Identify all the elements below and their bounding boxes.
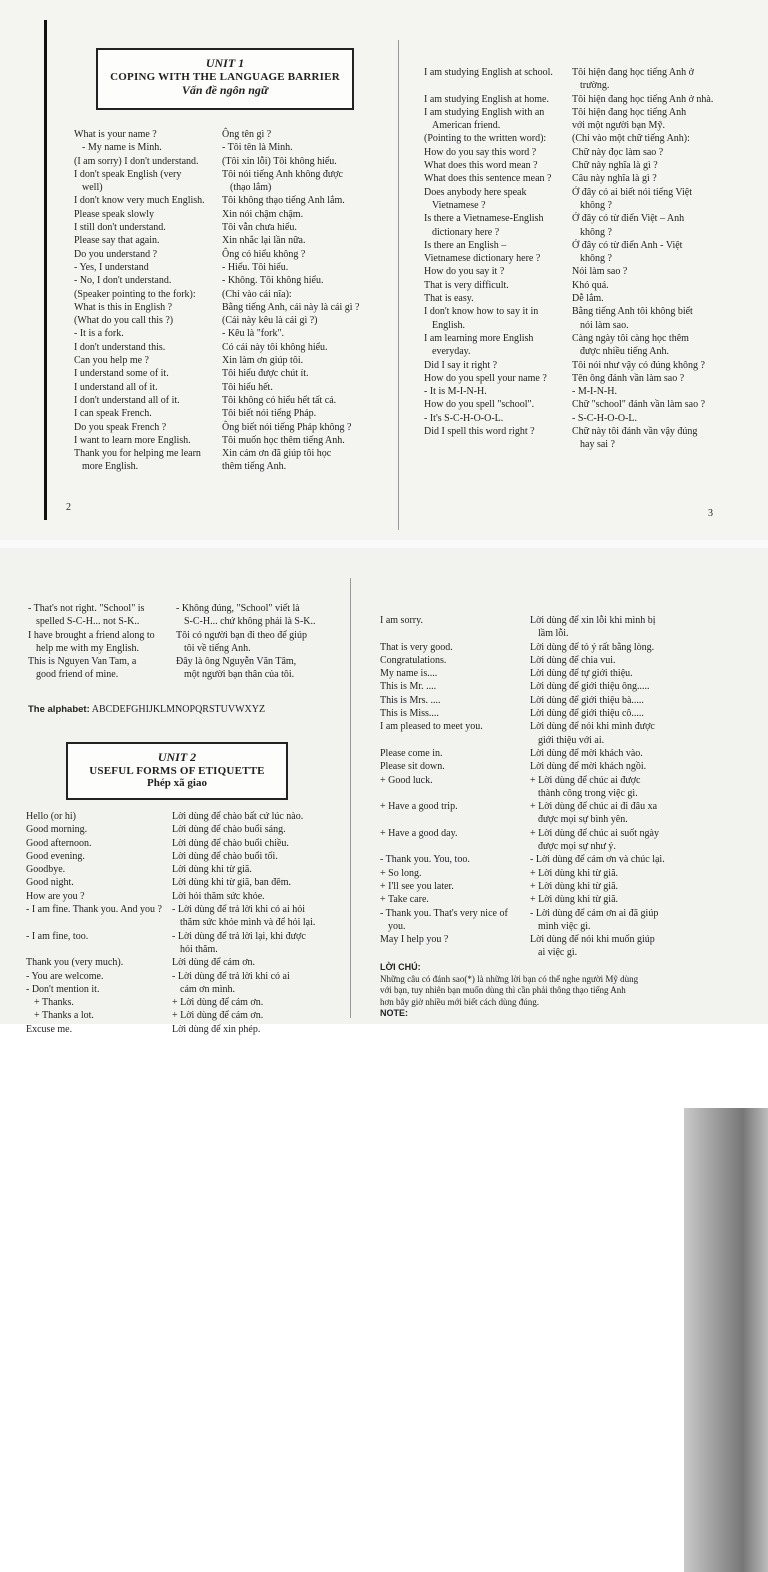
text-line: Xin nói chậm chậm. xyxy=(222,208,304,220)
text-line: - Lời dùng để trả lời lại, khi được xyxy=(172,930,306,942)
text-line: Bằng tiếng Anh, cái này là cái gì ? xyxy=(222,301,360,313)
text-line: I don't know how to say it in xyxy=(424,306,539,318)
text-line: Lời dùng để chia vui. xyxy=(530,654,616,666)
text-line: Dễ lắm. xyxy=(572,293,604,305)
page-number: 3 xyxy=(708,508,713,519)
text-line: Do you speak French ? xyxy=(74,421,167,433)
text-line: What does this word mean ? xyxy=(424,160,538,172)
text-line: My name is.... xyxy=(380,668,438,680)
text-line: (thạo lắm) xyxy=(230,182,272,194)
text-line: Lời dùng khi từ giã. xyxy=(172,864,252,876)
text-line: - That's not right. "School" is xyxy=(28,603,145,614)
text-line: + Lời dùng để chúc ai được xyxy=(530,774,641,786)
text-line: Ở đây có từ điển Anh - Việt xyxy=(572,239,683,251)
text-line: What is your name ? xyxy=(74,129,157,140)
page3-vietnamese-column xyxy=(572,66,732,452)
text-line: (Tôi xin lỗi) Tôi không hiểu. xyxy=(222,155,337,167)
text-line: + Have a good trip. xyxy=(380,801,458,813)
alphabet-line xyxy=(28,704,265,715)
text-line: Do you understand ? xyxy=(74,248,158,260)
bottom-page-spread xyxy=(0,548,768,1035)
text-line: May I help you ? xyxy=(380,934,449,946)
text-line: - I am fine. Thank you. And you ? xyxy=(26,904,162,916)
text-line: I want to learn more English. xyxy=(74,434,191,446)
text-line: Nói làm sao ? xyxy=(572,266,628,278)
text-line: được mọi sự bình yên. xyxy=(538,814,628,826)
text-line: + Lời dùng khi từ giã. xyxy=(530,894,619,906)
text-line: - Lời dùng để cám ơn ai đã giúp xyxy=(530,907,659,919)
text-line: + Have a good day. xyxy=(380,827,458,839)
text-line: - Yes, I understand xyxy=(74,261,149,273)
text-line: Đây là ông Nguyễn Văn Tâm, xyxy=(176,656,297,668)
text-line: Lời dùng để mời khách vào. xyxy=(530,747,643,759)
text-line xyxy=(380,787,530,800)
text-line: That is very good. xyxy=(380,641,453,653)
text-line: + Lời dùng để cám ơn. xyxy=(172,997,264,1009)
text-line: Chữ "school" đánh vần làm sao ? xyxy=(572,399,706,411)
text-line: không ? xyxy=(580,199,612,211)
text-line: Is there an English – xyxy=(424,239,507,251)
text-line xyxy=(424,79,574,92)
text-line xyxy=(380,840,530,853)
text-line: Lời dùng để cám ơn. xyxy=(172,957,256,969)
text-line: (What do you call this ?) xyxy=(74,315,174,327)
text-line: Lời dùng để mời khách ngồi. xyxy=(530,761,647,773)
text-line: Chữ này đọc làm sao ? xyxy=(572,146,664,158)
alphabet-label: The alphabet: xyxy=(28,704,90,715)
text-line: I don't know very much English. xyxy=(74,195,205,207)
text-line: How do you say this word ? xyxy=(424,146,537,158)
text-line: This is Miss.... xyxy=(380,708,439,720)
text-line: I have brought a friend along to xyxy=(28,629,155,641)
text-line: Lời hỏi thăm sức khỏe. xyxy=(172,890,265,902)
text-line: Những câu có đánh sao(*) là những lời bạn có thể nghe người Mỹ dùng xyxy=(380,973,639,984)
text-line: This is Mr. .... xyxy=(380,681,437,693)
text-line: Có cái này tôi không hiểu. xyxy=(222,341,328,353)
text-line: + Lời dùng để chúc ai đi đâu xa xyxy=(530,801,658,813)
text-line: I am studying English at school. xyxy=(424,67,553,78)
text-line: I understand some of it. xyxy=(74,368,169,380)
text-line: + Lời dùng khi từ giã. xyxy=(530,867,619,879)
text-line: Tôi hiện đang học tiếng Anh xyxy=(572,106,687,118)
text-line: Ở đây có ai biết nói tiếng Việt xyxy=(572,186,693,198)
page2-english-column xyxy=(74,128,224,474)
text-line xyxy=(380,627,530,640)
text-line: Thank you (very much). xyxy=(26,957,124,969)
text-line: - Hiểu. Tôi hiểu. xyxy=(222,261,289,273)
text-line: giới thiệu với ai. xyxy=(538,734,605,746)
text-line: Lời dùng để xin lỗi khi mình bị xyxy=(530,615,656,626)
text-line: trường. xyxy=(580,80,610,92)
text-line: Tôi nói tiếng Anh không được xyxy=(222,168,343,180)
text-line: Bằng tiếng Anh tôi không biết xyxy=(572,306,693,318)
text-line: I can speak French. xyxy=(74,408,152,420)
text-line: I am studying English at home. xyxy=(424,93,549,105)
note2-heading: NOTE: xyxy=(380,1008,408,1018)
unit-subtitle: Vấn đề ngôn ngữ xyxy=(181,83,269,97)
etiquette-vietnamese-column xyxy=(172,810,348,1036)
page5-english-column xyxy=(380,614,530,946)
text-line: - Don't mention it. xyxy=(26,983,100,995)
text-line: Khó quá. xyxy=(572,279,609,291)
text-line: I understand all of it. xyxy=(74,381,158,393)
text-line: Ông có hiểu không ? xyxy=(222,248,306,260)
text-line: Tôi biết nói tiếng Pháp. xyxy=(222,408,317,420)
text-line: good friend of mine. xyxy=(36,669,119,681)
unit-subtitle: Phép xã giao xyxy=(147,777,207,789)
note-text xyxy=(380,974,680,1009)
text-line: Congratulations. xyxy=(380,654,447,666)
text-line: Tôi vẫn chưa hiểu. xyxy=(222,222,297,234)
text-line: (Cái này kêu là cái gì ?) xyxy=(222,315,318,327)
text-line: hỏi thăm. xyxy=(180,943,218,955)
text-line: Please come in. xyxy=(380,747,443,759)
text-line: Tôi có người bạn đi theo để giúp xyxy=(176,629,307,641)
text-line: - Không. Tôi không hiểu. xyxy=(222,275,324,287)
text-line: Tôi hiện đang học tiếng Anh ở xyxy=(572,67,694,78)
text-line: Tôi không thạo tiếng Anh lắm. xyxy=(222,195,345,207)
text-line: Lời dùng khi từ giã, ban đêm. xyxy=(172,877,292,889)
text-line: + Lời dùng khi từ giã. xyxy=(530,880,619,892)
text-line: Lời dùng để chào buổi chiều. xyxy=(172,837,289,849)
scan-gap xyxy=(0,540,768,548)
text-line: Tôi không có hiểu hết tất cả. xyxy=(222,394,337,406)
etiquette-english-column xyxy=(26,810,176,1036)
text-line: - Tôi tên là Minh. xyxy=(222,142,293,154)
text-line: Lời dùng để xin phép. xyxy=(172,1023,261,1035)
text-line: Tôi muốn học thêm tiếng Anh. xyxy=(222,434,345,446)
text-line: Goodbye. xyxy=(26,864,66,876)
text-line: + Thanks a lot. xyxy=(34,1010,94,1022)
text-line: - It is a fork. xyxy=(74,328,124,340)
text-line: + Take care. xyxy=(380,894,429,906)
text-line: Did I say it right ? xyxy=(424,359,498,371)
text-line: Ở đây có từ điển Việt – Anh xyxy=(572,213,685,225)
page-edge-shadow xyxy=(684,1108,768,1572)
page3-english-column xyxy=(424,66,574,438)
text-line: Excuse me. xyxy=(26,1023,73,1035)
text-line: American friend. xyxy=(432,120,501,132)
text-line: với bạn, tuy nhiên bạn muốn dùng thì cần phải thông thạo tiếng Anh xyxy=(380,985,626,995)
text-line: well) xyxy=(82,182,103,194)
text-line: (Chỉ vào một chữ tiếng Anh): xyxy=(572,133,690,145)
text-line: I am sorry. xyxy=(380,615,423,626)
text-line: Please speak slowly xyxy=(74,208,154,220)
text-line: tôi về tiếng Anh. xyxy=(184,642,251,654)
text-line: một người bạn thân của tôi. xyxy=(184,669,295,681)
text-line: Lời dùng để tỏ ý rất bằng lòng. xyxy=(530,641,655,653)
unit2-title-box xyxy=(66,742,288,800)
unit-label: UNIT 1 xyxy=(205,56,245,70)
text-line: How do you say it ? xyxy=(424,266,505,278)
text-line: (I am sorry) I don't understand. xyxy=(74,155,199,167)
text-line: - Lời dùng để cám ơn và chúc lại. xyxy=(530,854,665,866)
text-line: I am pleased to meet you. xyxy=(380,721,483,733)
text-line: - I am fine, too. xyxy=(26,930,89,942)
text-line: - M-I-N-H. xyxy=(572,386,617,398)
text-line: I still don't understand. xyxy=(74,222,166,234)
text-line: English. xyxy=(432,319,466,331)
text-line: thăm sức khỏe mình và để hỏi lại. xyxy=(180,917,316,929)
note-heading: LỜI CHÚ: xyxy=(380,962,421,972)
text-line: What does this sentence mean ? xyxy=(424,173,552,185)
text-line: - Thank you. You, too. xyxy=(380,854,470,866)
text-line: cám ơn mình. xyxy=(180,983,235,995)
text-line: thành công trong việc gì. xyxy=(538,787,638,799)
text-line: hay sai ? xyxy=(580,439,615,451)
text-line: Good afternoon. xyxy=(26,837,92,849)
text-line: thêm tiếng Anh. xyxy=(222,461,287,473)
text-line: Vietnamese ? xyxy=(432,199,486,211)
text-line: spelled S-C-H... not S-K.. xyxy=(36,616,140,628)
text-line: everyday. xyxy=(432,346,471,358)
text-line: dictionary here ? xyxy=(432,226,500,238)
text-line: Thank you for helping me learn xyxy=(74,448,201,460)
text-line: Tôi hiện đang học tiếng Anh ở nhà. xyxy=(572,93,714,105)
text-line: Good night. xyxy=(26,877,74,889)
note-block xyxy=(380,962,680,1020)
unit-title: COPING WITH THE LANGUAGE BARRIER xyxy=(110,71,340,83)
text-line: Does anybody here speak xyxy=(424,186,527,198)
text-line: you. xyxy=(388,920,406,932)
text-line: được mọi sự như ý. xyxy=(538,841,616,853)
text-line: (Speaker pointing to the fork): xyxy=(74,288,196,300)
text-line: Tôi nói như vậy có đúng không ? xyxy=(572,359,705,371)
text-line: Ông biết nói tiếng Pháp không ? xyxy=(222,421,352,433)
text-line: This is Mrs. .... xyxy=(380,694,441,706)
text-line: + Thanks. xyxy=(34,997,74,1009)
text-line: I am studying English with an xyxy=(424,106,545,118)
text-line: That is very difficult. xyxy=(424,279,509,291)
text-line: more English. xyxy=(82,461,139,473)
text-line: + Good luck. xyxy=(380,774,433,786)
text-line: Lời dùng để chào buổi tối. xyxy=(172,850,278,862)
text-line: Lời dùng để nói khi mình được xyxy=(530,721,655,733)
page-spine xyxy=(350,578,351,1018)
text-line: - It is M-I-N-H. xyxy=(424,386,487,398)
text-line: help me with my English. xyxy=(36,642,140,654)
text-line: nói làm sao. xyxy=(580,319,629,331)
text-line: Chữ này nghĩa là gì ? xyxy=(572,160,658,172)
text-line: - Kêu là "fork". xyxy=(222,328,285,340)
text-line: - Lời dùng để trả lời khi có ai hỏi xyxy=(172,904,306,916)
text-line: (Chỉ vào cái nĩa): xyxy=(222,288,292,300)
text-line: - It's S-C-H-O-O-L. xyxy=(424,412,504,424)
text-line: Please sit down. xyxy=(380,761,445,773)
text-line: + Lời dùng để chúc ai suốt ngày xyxy=(530,827,659,839)
text-line: Lời dùng để giới thiệu ông..... xyxy=(530,681,650,693)
text-line: Xin cám ơn đã giúp tôi học xyxy=(222,448,332,460)
text-line xyxy=(26,943,176,956)
text-line: What is this in English ? xyxy=(74,301,173,313)
text-line: + I'll see you later. xyxy=(380,880,454,892)
text-line xyxy=(380,813,530,826)
text-line: - Lời dùng để trả lời khi có ai xyxy=(172,970,290,982)
text-line: Tôi hiểu được chút ít. xyxy=(222,368,309,380)
text-line: ai việc gì. xyxy=(538,947,578,959)
page-edge-shadow xyxy=(44,20,47,520)
text-line: I don't speak English (very xyxy=(74,168,182,180)
page2-vietnamese-column xyxy=(222,128,392,474)
text-line: hơn bây giờ nhiều mới biết cách dùng đúng. xyxy=(380,996,539,1007)
text-line: Did I spell this word right ? xyxy=(424,426,535,438)
text-line: - S-C-H-O-O-L. xyxy=(572,412,637,424)
text-line: - No, I don't understand. xyxy=(74,275,172,287)
text-line: Lời dùng để chào bất cứ lúc nào. xyxy=(172,811,304,822)
top-page-spread xyxy=(0,0,768,540)
text-line: với một người bạn Mỹ. xyxy=(572,120,665,132)
text-line: Lời dùng để tự giới thiệu. xyxy=(530,668,633,680)
text-line: Xin làm ơn giúp tôi. xyxy=(222,355,304,367)
unit-title: USEFUL FORMS OF ETIQUETTE xyxy=(89,765,265,777)
text-line: được nhiều tiếng Anh. xyxy=(580,346,670,358)
text-line: - Thank you. That's very nice of xyxy=(380,907,508,919)
text-line: Tôi hiểu hết. xyxy=(222,381,273,393)
text-line: Tên ông đánh vần làm sao ? xyxy=(572,372,685,384)
text-line: mình việc gì. xyxy=(538,920,591,932)
text-line: Vietnamese dictionary here ? xyxy=(424,253,541,265)
text-line: How do you spell "school". xyxy=(424,399,535,411)
text-line: I don't understand all of it. xyxy=(74,394,180,406)
text-line: I don't understand this. xyxy=(74,341,166,353)
text-line: S-C-H... chứ không phải là S-K.. xyxy=(184,616,316,628)
unit1-title-box xyxy=(96,48,354,110)
text-line: Lời dùng để giới thiệu bà..... xyxy=(530,694,644,706)
page-spine xyxy=(398,40,399,530)
text-line: How are you ? xyxy=(26,890,85,902)
text-line: Good evening. xyxy=(26,850,85,862)
text-line: I am learning more English xyxy=(424,332,534,344)
text-line: How do you spell your name ? xyxy=(424,372,547,384)
text-line xyxy=(380,734,530,747)
text-line: Ông tên gì ? xyxy=(222,129,272,140)
page4-english-column xyxy=(28,602,178,682)
text-line: Please say that again. xyxy=(74,235,160,247)
text-line: Càng ngày tôi càng học thêm xyxy=(572,332,689,344)
text-line xyxy=(26,916,176,929)
text-line: - You are welcome. xyxy=(26,970,104,982)
text-line: Câu này nghĩa là gì ? xyxy=(572,173,657,185)
text-line: không ? xyxy=(580,226,612,238)
alphabet-letters: ABCDEFGHIJKLMNOPQRSTUVWXYZ xyxy=(91,704,266,715)
unit-label: UNIT 2 xyxy=(157,750,197,764)
text-line: Lời dùng để chào buổi sáng. xyxy=(172,824,286,836)
text-line: This is Nguyen Van Tam, a xyxy=(28,656,137,668)
text-line: - Không đúng, "School" viết là xyxy=(176,603,300,614)
text-line: Is there a Vietnamese-English xyxy=(424,213,544,225)
text-line: lầm lỗi. xyxy=(538,628,569,640)
text-line: + Lời dùng để cám ơn. xyxy=(172,1010,264,1022)
text-line: Chữ này tôi đánh vần vậy đúng xyxy=(572,426,698,438)
text-line: Hello (or hi) xyxy=(26,811,76,822)
text-line: + So long. xyxy=(380,867,422,879)
text-line: Good morning. xyxy=(26,824,88,836)
text-line: không ? xyxy=(580,253,612,265)
page-number: 2 xyxy=(66,502,71,513)
text-line: Xin nhắc lại lần nữa. xyxy=(222,235,306,247)
text-line: Can you help me ? xyxy=(74,355,149,367)
text-line: That is easy. xyxy=(424,293,474,305)
page5-vietnamese-column xyxy=(530,614,690,960)
text-line: Lời dùng để giới thiệu cô..... xyxy=(530,708,644,720)
text-line: (Pointing to the written word): xyxy=(424,133,547,145)
text-line: Lời dùng để nói khi muốn giúp xyxy=(530,934,655,946)
text-line: - My name is Minh. xyxy=(82,142,162,154)
page4-vietnamese-column xyxy=(176,602,346,682)
